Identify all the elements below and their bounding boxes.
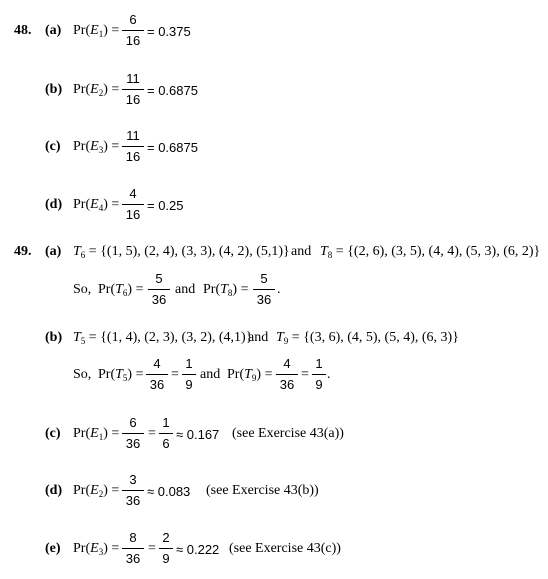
probability-expression: $Pr(T_6)$ = (98, 282, 144, 298)
probability-expression: $Pr(E_1)$ = (73, 426, 120, 442)
conjunction: and (175, 282, 196, 297)
result: = 0.6875 (147, 140, 198, 155)
part-label: (d) (45, 483, 63, 498)
part-label: (c) (45, 139, 61, 154)
probability-expression: $Pr(E_2)$ = (73, 483, 120, 499)
probability-expression: $Pr(E_3)$ = (73, 139, 120, 155)
probability-expression: $Pr(T_8)$ = (203, 282, 249, 298)
probability-expression: $Pr(E_4)$ = (73, 197, 120, 213)
result: = 0.375 (147, 24, 191, 39)
part-label: (d) (45, 197, 63, 212)
so-label: So, (73, 282, 92, 297)
set-definition: $T_9 = \{(3$, 6), (4, 5), (5, 4), (6, 3)} (276, 330, 459, 346)
part-label: (a) (45, 23, 62, 38)
conjunction: and (200, 367, 221, 382)
set-definition: $T_6 = \{(1$, 5), (2, 4), (3, 3), (4, 2), (5,1)} (73, 244, 290, 260)
probability-expression: $Pr(T_5)$ = (98, 367, 144, 383)
result: ≈ 0.222 (176, 542, 220, 557)
so-label: So, (73, 367, 92, 382)
equals: = (171, 367, 179, 382)
period: . (327, 367, 331, 382)
result: ≈ 0.083 (147, 484, 191, 499)
exercise-reference: (see Exercise 43(a)) (232, 426, 344, 441)
part-label: (b) (45, 330, 63, 345)
period: . (277, 282, 281, 297)
probability-expression: $Pr(E_2)$ = (73, 82, 120, 98)
result: = 0.6875 (147, 83, 198, 98)
part-label: (e) (45, 541, 61, 556)
conjunction: and (248, 330, 269, 345)
exercise-number: 48. (14, 23, 32, 38)
result: = 0.25 (147, 198, 184, 213)
probability-expression: $Pr(T_9)$ = (227, 367, 273, 383)
probability-expression: $Pr(E_1)$ = (73, 23, 120, 39)
set-definition: $T_5 = \{(1$, 4), (2, 3), (3, 2), (4,1)} (73, 330, 253, 346)
part-label: (a) (45, 244, 62, 259)
result: ≈ 0.167 (176, 427, 220, 442)
exercise-reference: (see Exercise 43(c)) (229, 541, 341, 556)
exercise-reference: (see Exercise 43(b)) (206, 483, 319, 498)
set-definition: $T_8 = \{(2$, 6), (3, 5), (4, 4), (5, 3), (6, 2)} (320, 244, 541, 260)
equals: = (301, 367, 309, 382)
conjunction: and (291, 244, 312, 259)
exercise-number: 49. (14, 244, 32, 259)
part-label: (c) (45, 426, 61, 441)
equals: = (148, 541, 156, 556)
probability-expression: $Pr(E_3)$ = (73, 541, 120, 557)
part-label: (b) (45, 82, 63, 97)
equals: = (148, 426, 156, 441)
